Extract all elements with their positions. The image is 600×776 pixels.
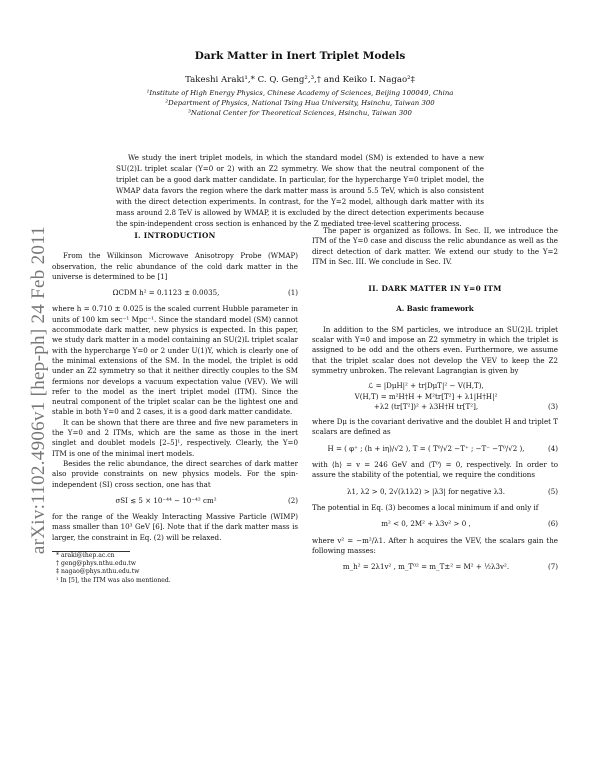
paper-title: Dark Matter in Inert Triplet Models — [194, 50, 406, 62]
framework-paragraph-4: The potential in Eq. (3) becomes a local minimum if and only if — [312, 502, 539, 512]
footnote-1: * araki@ihep.ac.cn — [56, 552, 115, 560]
outline-paragraph: The paper is organized as follows. In Sec. II, we introduce the ITM of the Y=0 case and discuss the relic abundance as well as the direct detection of dark matter. We extend our study to the Y=2 ITM in Sec. III. We conclude in Sec. IV. — [312, 226, 558, 266]
footnote-4: ¹ In [5], the ITM was also mentioned. — [56, 576, 171, 584]
equation-1-body: ΩCDM h² = 0.1123 ± 0.0035, — [112, 288, 220, 298]
affiliation-2: ²Department of Physics, National Tsing Hua University, Hsinchu, Taiwan 300 — [165, 99, 435, 107]
subsection-heading-basic-framework: A. Basic framework — [396, 304, 474, 314]
intro-paragraph-5: for the range of the Weakly Interacting Massive Particle (WIMP) mass smaller than 10³ GeV [6]. Note that if the dark matter mass is larger, the constraint in Eq. (2) will be relaxed. — [52, 512, 298, 542]
equation-3-line-2: V(H,T) = m²H†H + M²tr[T²] + λ1|H†H|² — [354, 391, 498, 401]
framework-paragraph-5: where v² = −m²/λ1. After h acquires the VEV, the scalars gain the following masses: — [312, 535, 558, 555]
intro-paragraph-1: From the Wilkinson Microwave Anisotropy Probe (WMAP) observation, the relic abundance of the cold dark matter in the universe is determined to be [1] — [52, 251, 298, 281]
equation-2-body: σSI ≲ 5 × 10⁻⁴⁴ − 10⁻⁴² cm² — [115, 495, 217, 505]
equation-6 — [312, 519, 558, 529]
framework-paragraph-1: In addition to the SM particles, we introduce an SU(2)L triplet scalar with Y=0 and impose an Z2 symmetry in which the triplet is assigned to be odd and the others even. Furthermore, we assume that the triplet scalar does not develop the VEV to keep the Z2 symmetry unbroken. The relevant Lagrangian is given by — [312, 324, 558, 375]
footnote-2: † geng@phys.nthu.edu.tw — [56, 560, 136, 568]
equation-7-number: (7) — [547, 562, 558, 572]
right-column — [312, 226, 558, 578]
equation-4-number: (4) — [547, 443, 558, 453]
equation-5-body: λ1, λ2 > 0, 2√(λ1λ2) > |λ3| for negative λ3. — [346, 486, 505, 496]
equation-3-line-3: +λ2 (tr[T²])² + λ3H†H tr[T²], — [373, 401, 479, 411]
affiliation-1: ¹Institute of High Energy Physics, Chinese Academy of Sciences, Beijing 100049, China — [146, 89, 454, 97]
equation-4-body: H = ( φ⁺ ; (h + iη)/√2 ), T = ( T⁰/√2 −T⁺ ; −T⁻ −T⁰/√2 ), — [327, 443, 525, 453]
intro-paragraph-4: Besides the relic abundance, the direct searches of dark matter also provide constraints on new physics models. For the spin-independent (SI) cross section, one has that — [52, 458, 298, 489]
left-column — [52, 228, 298, 585]
section-heading-dark-matter: II. DARK MATTER IN Y=0 ITM — [368, 284, 502, 294]
equation-2-number: (2) — [287, 495, 298, 505]
equation-5 — [312, 487, 558, 497]
section-heading-introduction: I. INTRODUCTION — [134, 231, 216, 240]
intro-paragraph-2: where h = 0.710 ± 0.025 is the scaled current Hubble parameter in units of 100 km sec⁻¹ Mpc⁻¹. Since the standard model (SM) cannot accommodate dark matter, new physics is expected. In this paper, we study dark matter in a model containing an SU(2)L triplet scalar with the hypercharge Y=0 or 2 under U(1)Y, which is clearly one of the minimal extensions of the SM. In the model, the triplet is odd under an Z2 symmetry so that it neither directly couples to the SM fermions nor develops a vacuum expectation value (VEV). We will refer to the model as the inert triplet model (ITM). Since the neutral component of the triplet scalar can be the lightest one and stable in both Y=0 and 2 cases, it is a good dark matter candidate. — [52, 304, 298, 417]
arxiv-stamp — [22, 190, 56, 590]
intro-paragraph-3: It can be shown that there are three and five new parameters in the Y=0 and 2 ITMs, which are the same as those in the inert singlet and doublet models [2–5]¹, respectively. Clearly, the Y=0 ITM is one of the minimal inert models. — [52, 417, 298, 458]
equation-7 — [312, 562, 558, 572]
equation-5-number: (5) — [547, 486, 558, 496]
framework-paragraph-2: where Dμ is the covariant derivative and the doublet H and triplet T scalars are defined as — [312, 417, 558, 437]
footnote-3: ‡ nagao@phys.nthu.edu.tw — [56, 568, 140, 576]
author-list: Takeshi Araki¹,* C. Q. Geng²,³,† and Keiko I. Nagao²‡ — [185, 75, 415, 85]
framework-paragraph-3: with ⟨h⟩ = v = 246 GeV and ⟨T⁰⟩ = 0, respectively. In order to assure the stability of the potential, we require the conditions — [312, 460, 558, 480]
arxiv-stamp-text: arXiv:1102.4906v1 [hep-ph] 24 Feb 2011 — [28, 225, 49, 555]
equation-6-body: m² < 0, 2M² + λ3v² > 0 , — [381, 519, 471, 529]
equation-3-line-1: ℒ = |DμH|² + tr|DμT|² − V(H,T), — [368, 381, 484, 391]
equation-6-number: (6) — [547, 519, 558, 529]
equation-1-number: (1) — [287, 288, 298, 298]
affiliation-3: ³National Center for Theoretical Sciences, Hsinchu, Taiwan 300 — [188, 109, 412, 117]
equation-3 — [312, 381, 558, 412]
abstract: We study the inert triplet models, in which the standard model (SM) is extended to have a new SU(2)L triplet scalar (Y=0 or 2) with an Z2 symmetry. We show that the neutral component of the triplet can be a good dark matter candidate. In particular, for the hypercharge Y=0 triplet model, the WMAP data favors the region where the dark matter mass is around 5.5 TeV, which is also consistent with the direct detection experiments. In contrast, for the Y=2 model, although dark matter with its mass around 2.8 TeV is allowed by WMAP, it is excluded by the direct detection experiments because the spin-independent cross section is enhanced by the Z mediated tree-level scattering process. — [116, 153, 484, 228]
equation-2 — [52, 496, 298, 506]
equation-4 — [312, 444, 558, 454]
equation-7-body: m_h² = 2λ1v² , m_T⁰² = m_T±² = M² + ½λ3v². — [342, 562, 510, 572]
equation-1 — [52, 288, 298, 298]
equation-3-number: (3) — [547, 401, 558, 411]
